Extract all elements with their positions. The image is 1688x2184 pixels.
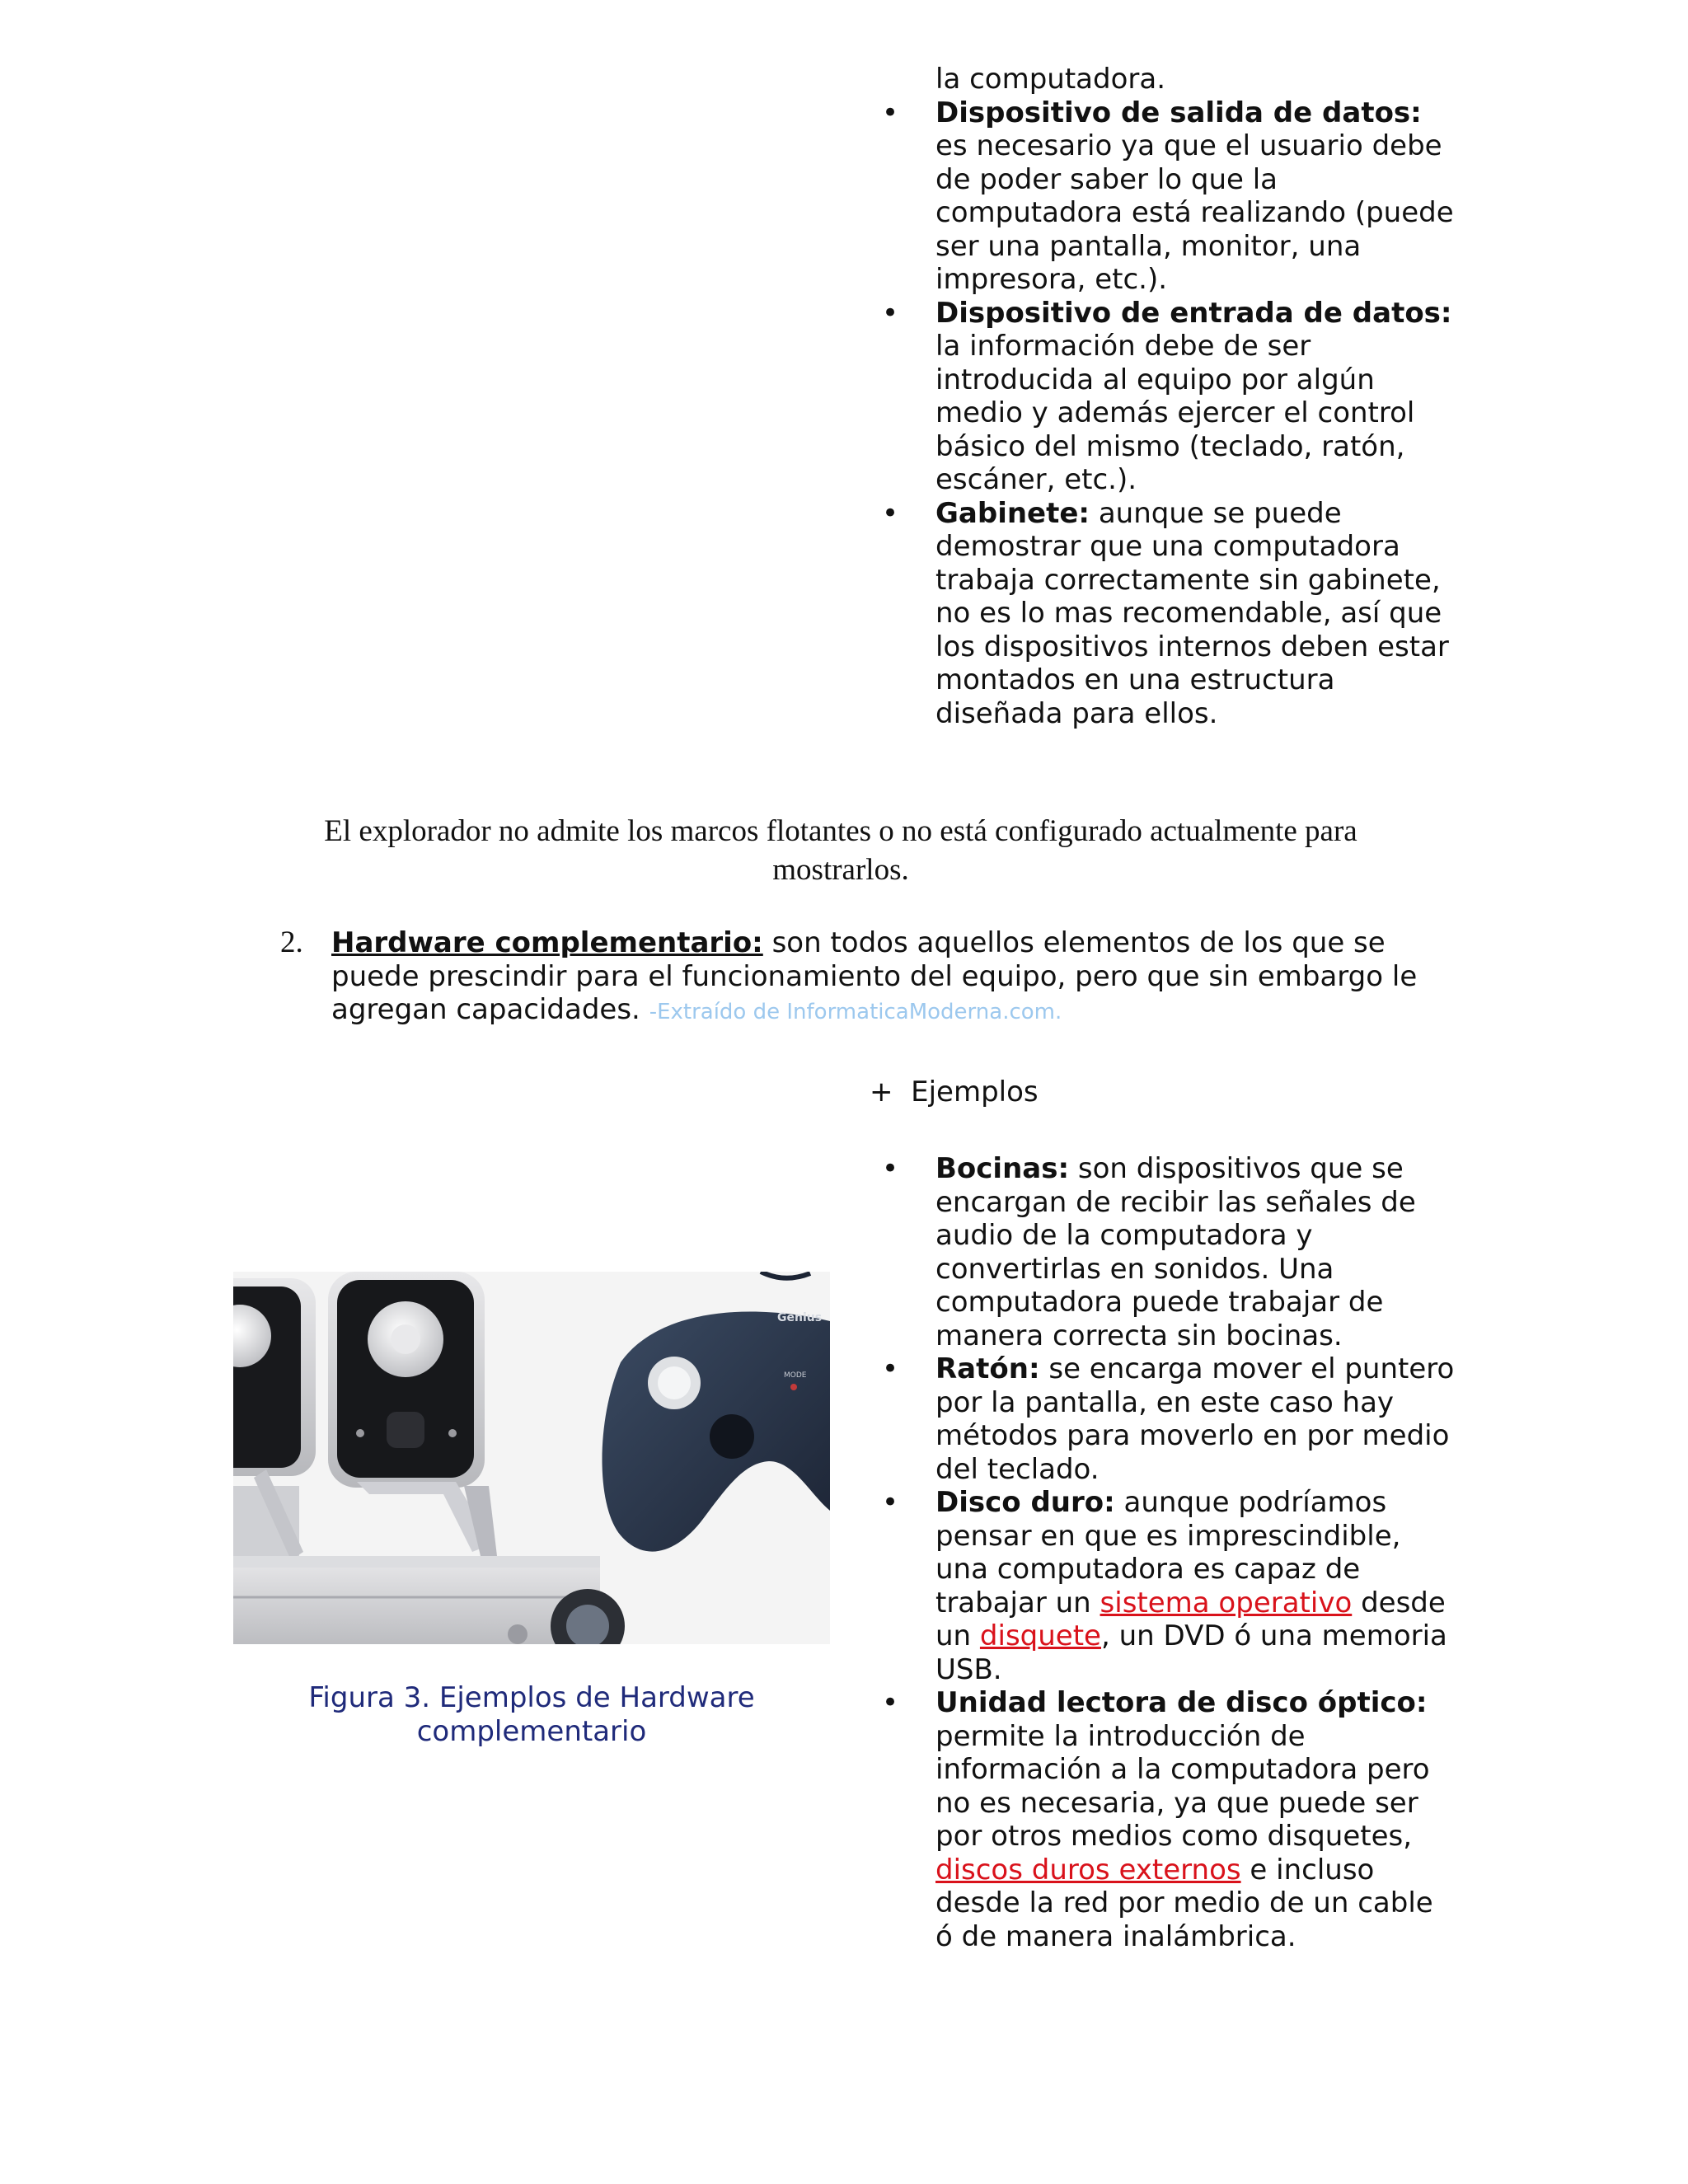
section-number: 2. [280,926,303,959]
section-heading: Hardware complementario: [331,926,763,959]
link-disquete[interactable]: disquete [979,1619,1101,1652]
list-item-speakers [882,1152,1459,1352]
desc-hard-disk-a: aunque podríamos pensar en que es imprescindible, una computadora es capaz de trabajar un [935,1486,1401,1619]
list-item-optical-drive [882,1686,1459,1953]
term-mouse: Ratón: [935,1352,1040,1385]
desc-mouse: se encarga mover el puntero por la pantalla, en este caso hay métodos para moverlo en por medio del teclado. [935,1352,1455,1486]
term-cabinet: Gabinete: [935,496,1090,530]
desc-hard-disk-b: desde un [935,1586,1446,1652]
desc-optical-drive-a: permite la introducción de información a la computadora pero no es necesaria, ya que puede ser por otros medios como disquetes, [935,1719,1430,1853]
iframe-fallback-message: El explorador no admite los marcos flotantes o no está configurado actualmente para mostrarlos. [324,814,1357,887]
section-body: son todos aquellos elementos de los que se puede prescindir para el funcionamiento del equipo, pero que sin embargo le agregan capacidades. [331,926,1418,1026]
plus-icon: + [870,1076,893,1108]
examples-toggle[interactable] [870,1076,1039,1108]
section-hardware-complementario [280,926,1451,1029]
hardware-illustration [233,1272,830,1644]
examples-label: Ejemplos [911,1076,1039,1108]
list-item-input-device [882,297,1459,497]
term-hard-disk: Disco duro: [935,1486,1115,1519]
section-paragraph [331,926,1451,1029]
desc-output-device: es necesario ya que el usuario debe de poder saber lo que la computadora está realizando (puede ser una pantalla, monitor, una impresora, etc.). [935,129,1454,296]
top-bullet-list [882,63,1459,730]
bottom-bullet-list [882,1152,1459,1953]
list-continuation: la computadora. [935,63,1166,96]
source-link[interactable]: -Extraído de InformaticaModerna.com. [649,1000,1062,1024]
link-discos-duros-externos[interactable]: discos duros externos [935,1853,1241,1886]
desc-hard-disk-c: , un DVD ó una memoria USB. [935,1619,1447,1686]
list-item-mouse [882,1352,1459,1486]
list-item-hard-disk [882,1486,1459,1686]
desc-input-device: la información debe de ser introducida al equipo por algún medio y además ejercer el control básico del mismo (teclado, ratón, escáner, etc.). [935,330,1415,496]
desc-optical-drive-b: e incluso desde la red por medio de un cable ó de manera inalámbrica. [935,1853,1433,1953]
term-output-device: Dispositivo de salida de datos: [935,96,1422,129]
figure-caption: Figura 3. Ejemplos de Hardware complementario [308,1681,755,1748]
gamepad-brand-label: Genius [777,1311,823,1324]
gamepad-mode-label: MODE [784,1371,807,1380]
term-optical-drive: Unidad lectora de disco óptico: [935,1686,1428,1719]
link-sistema-operativo[interactable]: sistema operativo [1100,1586,1353,1619]
desc-cabinet: aunque se puede demostrar que una computadora trabaja correctamente sin gabinete, no es lo mas recomendable, así que los dispositivos internos deben estar montados en una estructura diseñada para ellos. [935,496,1449,730]
list-item-output-device [882,96,1459,297]
term-input-device: Dispositivo de entrada de datos: [935,296,1452,330]
list-item-cabinet [882,497,1459,731]
projector-icon [233,1556,625,1644]
figure-hardware-image [233,1272,830,1644]
desc-speakers: son dispositivos que se encargan de recibir las señales de audio de la computadora y convertirlas en sonidos. Una computadora puede trabajar de manera correcta sin bocinas. [935,1152,1416,1352]
term-speakers: Bocinas: [935,1152,1070,1185]
